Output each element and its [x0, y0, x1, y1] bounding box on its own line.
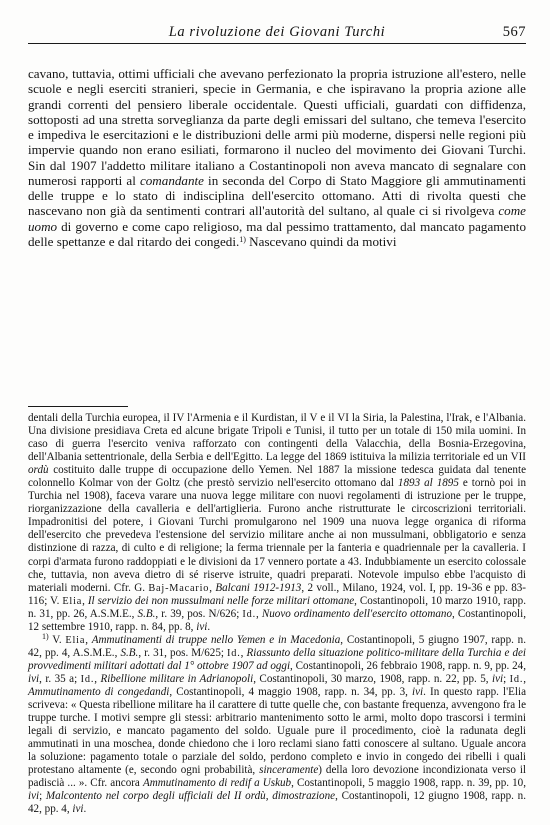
main-text [28, 66, 526, 249]
footnote-number: 1) [42, 631, 49, 641]
page-number: 567 [502, 24, 526, 40]
footnotes [28, 412, 526, 816]
footnote-1: $^{1)}$ V. Elia, Ammutinamenti di truppe nello Yemen e in Macedonia, Costantinopoli, 5 giugno 1907, rapp. n. 42, pp. 4, A.S.M.E., S.B., r. 31, pos. M/625; Id., Riassunto della situazione politico-militare della Turchia e dei provvedimenti militari adottati dal 1° ottobre 1907 ad oggi, Costantinopoli, 26 febbraio 1908, rapp. n. 9, pp. 24, ivi, r. 35 a; Id., Ribellione militare in Adrianopoli, Costantinopoli, 30 marzo, 1908, rapp. n. 22, pp. 5, ivi; Id., Ammutinamento di congedandi, Costantinopoli, 4 maggio 1908, rapp. n. 34, pp. 3, ivi. In questo rapp. l'Elia scriveva: « Questa ribellione militare ha il carattere di tutte quelle che, con bastante frequenza, avvengono fra le truppe turche. I motivi sempre gli stessi: arbitrario mantenimento sotto le armi, molto dopo trascorsi i termini legali di servizio, e mancato pagamento del soldo. Uguale pure il procedimento, cioè la radunata degli ammutinati in una moschea, donde chiedono che i loro reclami siano fatti conoscere al sultano. Uguale ancora la soluzione: pagamento totale o parziale del soldo, perdono completo e invio in congedo dei ribelli i quali protestano altamente (e, secondo ogni probabilità, sinceramente) della loro devozione incondizionata verso il padiscià ... ». Cfr. ancora Ammutinamento di redif a Uskub, Costantinopoli, 5 maggio 1908, rapp. n. 39, pp. 10, ivi; Malcontento nel corpo degli ufficiali del II ordù, dimostrazione, Costantinopoli, 12 giugno 1908, rapp. n. 42, pp. 4, ivi. [28, 631, 527, 816]
body-paragraph: cavano, tuttavia, ottimi ufficiali che avevano perfezionato la propria istruzione all'estero, nelle scuole e negli eserciti stranieri, specie in Germania, e che ispiravano la propria azione alle grandi correnti del pensiero liberale occidentale. Questi ufficiali, guardati con diffidenza, sottoposti ad una stretta sorveglianza da parte degli emissari del sultano, che temeva l'esercito e impediva le esercitazioni e le distribuzioni delle armi più moderne, dispersi nelle regioni più impervie quando non erano esiliati, formarono il nucleo del movimento dei Giovani Turchi. Sin dal 1907 l'addetto militare italiano a Costantinopoli non aveva mancato di segnalare con numerosi rapporti al comandante in seconda del Corpo di Stato Maggiore gli ammutinamenti delle truppe e lo stato di indisciplina dell'esercito ottomano. Atti di rivolta questi che nascevano non già da sentimenti contrari all'autorità del sultano, al quale ci si rivolgeva come uomo di governo e come capo religioso, ma dal pessimo trattamento, dal mancato pagamento delle spettanze e dal ritardo dei congedi.$^{1)}$ Nascevano quindi da motivi [28, 66, 526, 249]
running-title: La rivoluzione dei Giovani Turchi [168, 24, 386, 40]
footnote-continued: dentali della Turchia europea, il IV l'Armenia e il Kurdistan, il V e il VI la Siria, la Palestina, l'Irak, e l'Albania. Una divisione presidiava Creta ed alcune brigate Tripoli e Tunisi, il tutto per un totale di 150 mila uomini. In caso di guerra l'esercito veniva rafforzato con contingenti della Valacchia, della Bosnia-Erzegovina, dell'Albania settentrionale, della Serbia e dell'Egitto. La legge del 1869 istituiva la milizia territoriale ed un VII ordù costituito dalle truppe di occupazione dello Yemen. Nel 1887 la missione tedesca guidata dal tenente colonnello Kolmar von der Goltz (che prestò servizio nell'esercito ottomano dal 1893 al 1895 e tornò poi in Turchia nel 1908), faceva varare una nuova legge militare con nuovi regolamenti di istruzione per le truppe, riorganizzazione della cavalleria e dell'artiglieria. Furono anche ristrutturate le circoscrizioni territoriali. Impadronitisi del potere, i Giovani Turchi promulgarono nel 1909 una nuova legge organica di riforma dell'esercito che prevedeva l'estensione del servizio militare anche ai non mussulmani, obbligatorio e senza distinzione di razza, di culto e di religione; la ferma triennale per la fanteria e quadriennale per la cavalleria. I corpi d'armata furono raddoppiati e le divisioni da 17 vennero portate a 43. Indubbiamente un esercito colossale che, tuttavia, non aveva dietro di sé riserve istruite, quadri preparati. Notevole impulso ebbe l'acquisto di materiali moderni. Cfr. G. Baj-Macario, Balcani 1912-1913, 2 voll., Milano, 1924, vol. I, pp. 19-36 e pp. 83-116; V. Elia, Il servizio dei non mussulmani nelle forze militari ottomane, Costantinopoli, 10 marzo 1910, rapp. n. 31, pp. 26, A.S.M.E., S.B., r. 39, pos. N/626; Id., Nuovo ordinamento dell'esercito ottomano, Costantinopoli, 12 settembre 1910, rapp. n. 84, pp. 8, ivi. [28, 412, 526, 633]
footnote-ref[interactable]: 1) [239, 234, 246, 244]
running-header [28, 23, 526, 44]
footnote-divider [28, 406, 128, 407]
